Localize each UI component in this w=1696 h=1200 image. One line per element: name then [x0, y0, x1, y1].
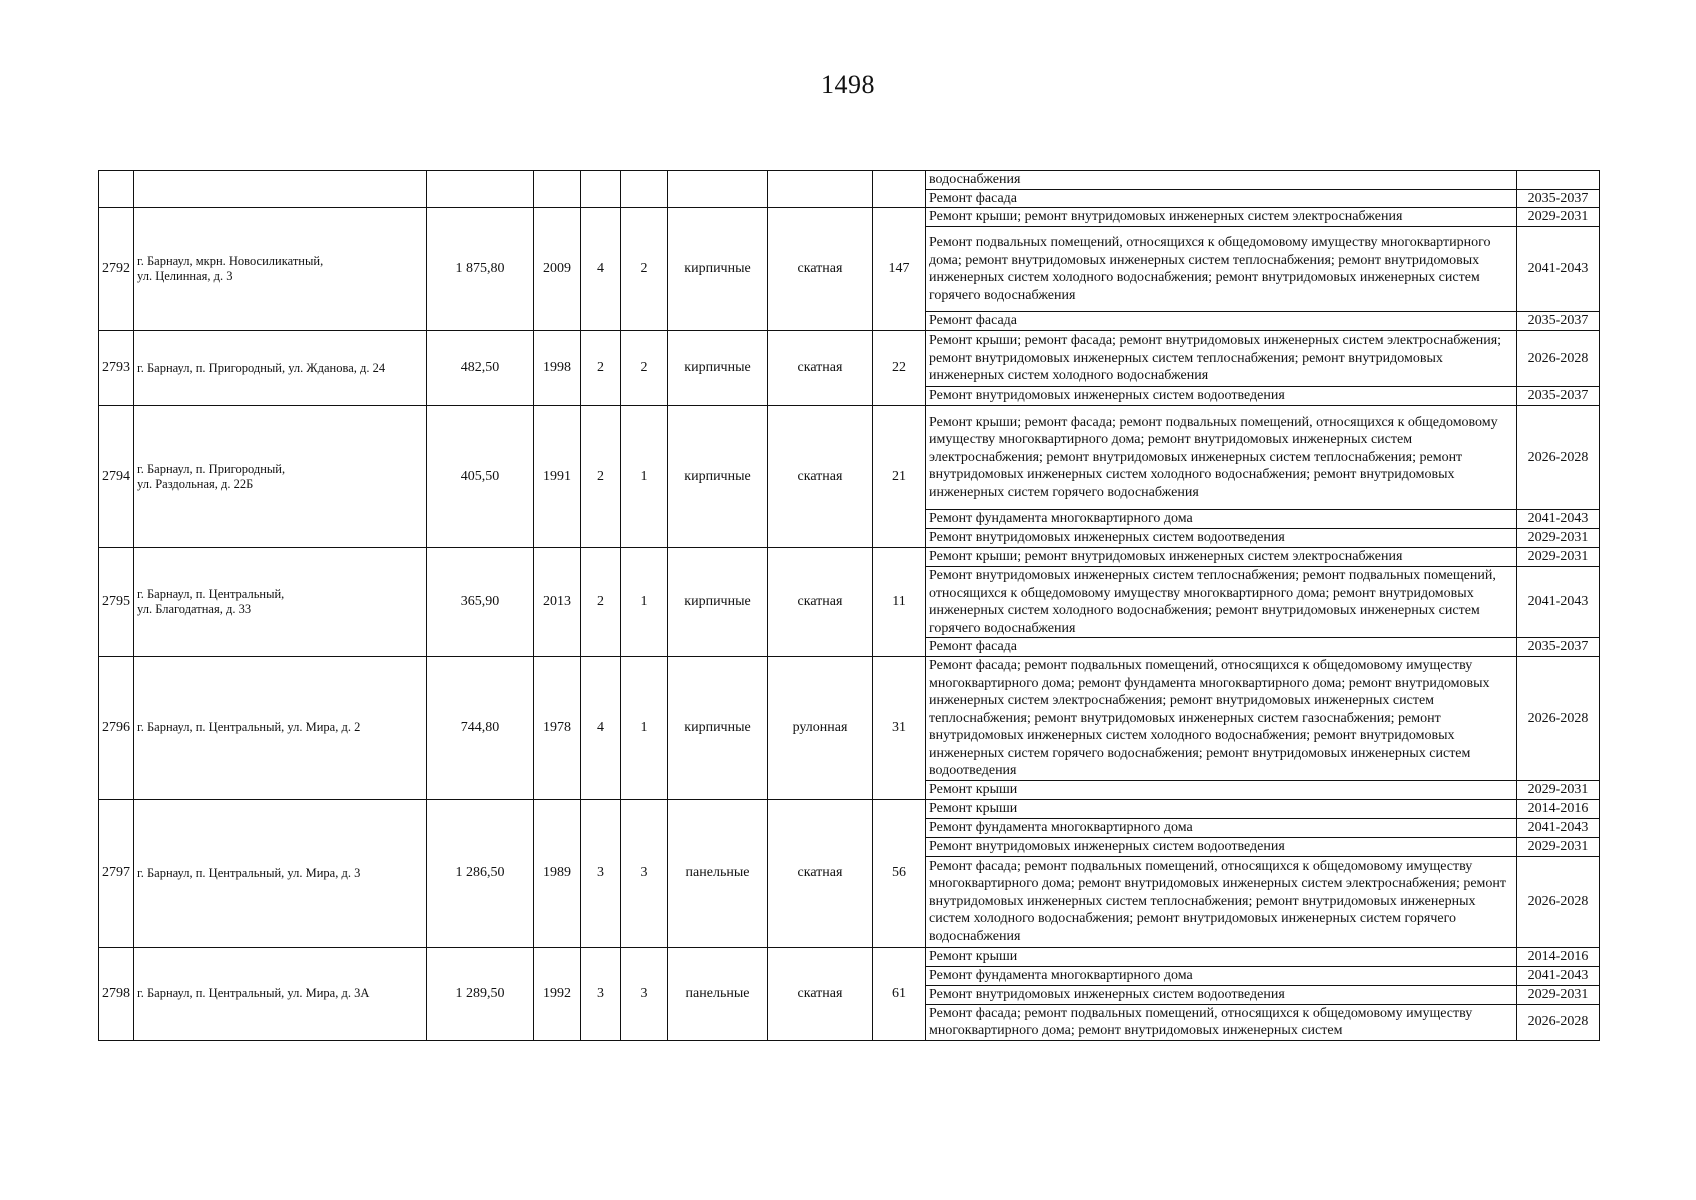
work-description: Ремонт крыши; ремонт фасада; ремонт внутридомовых инженерных систем электроснабжения; ремонт внутридомовых инженерных систем теплоснабжения; ремонт внутридомовых инженерных систем холодного водоснабжения — [926, 331, 1517, 387]
total-area: 1 289,50 — [427, 947, 534, 1040]
capital-repair-table — [98, 170, 1600, 1041]
commission-year: 1991 — [534, 406, 581, 548]
work-period: 2029-2031 — [1517, 529, 1600, 548]
building-address — [134, 406, 427, 548]
work-period: 2026-2028 — [1517, 856, 1600, 947]
page-number: 1498 — [821, 70, 875, 99]
table-row — [99, 947, 1600, 966]
building-address — [134, 947, 427, 1040]
floor-count: 4 — [581, 208, 621, 331]
address-line: г. Барнаул, п. Центральный, ул. Мира, д. 2 — [137, 720, 361, 735]
roof-type: скатная — [768, 406, 873, 548]
address-line: г. Барнаул, п. Центральный, — [137, 587, 285, 601]
address-line: г. Барнаул, п. Центральный, ул. Мира, д. 3 — [137, 865, 361, 880]
work-period: 2035-2037 — [1517, 189, 1600, 208]
building-number: 2797 — [99, 799, 134, 947]
work-period — [1517, 171, 1600, 190]
work-description: Ремонт крыши; ремонт фасада; ремонт подвальных помещений, относящихся к общедомовому имуществу многоквартирного дома; ремонт внутридомовых инженерных систем электроснабжения; ремонт внутридомовых инженерных систем теплоснабжения; ремонт внутридомовых инженерных систем холодного водоснабжения; ремонт внутридомовых инженерных систем горячего водоснабжения — [926, 406, 1517, 510]
empty-residents-cell — [873, 171, 926, 208]
work-period: 2026-2028 — [1517, 406, 1600, 510]
work-description: Ремонт фасада — [926, 189, 1517, 208]
empty-area-cell — [427, 171, 534, 208]
empty-floors-cell — [581, 171, 621, 208]
work-description: Ремонт крыши; ремонт внутридомовых инженерных систем электроснабжения — [926, 548, 1517, 567]
work-period: 2041-2043 — [1517, 510, 1600, 529]
wall-material: кирпичные — [668, 208, 768, 331]
building-address — [134, 657, 427, 800]
roof-type: скатная — [768, 799, 873, 947]
work-description: Ремонт фасада — [926, 638, 1517, 657]
total-area: 744,80 — [427, 657, 534, 800]
floor-count: 2 — [581, 331, 621, 406]
total-area: 1 875,80 — [427, 208, 534, 331]
wall-material: кирпичные — [668, 657, 768, 800]
work-description: Ремонт подвальных помещений, относящихся к общедомовому имуществу многоквартирного дома; ремонт внутридомовых инженерных систем теплоснабжения; ремонт внутридомовых инженерных систем холодного водоснабжения; ремонт внутридомовых инженерных систем горячего водоснабжения — [926, 227, 1517, 312]
empty-roof-cell — [768, 171, 873, 208]
commission-year: 2009 — [534, 208, 581, 331]
empty-year-cell — [534, 171, 581, 208]
wall-material: кирпичные — [668, 406, 768, 548]
commission-year: 1998 — [534, 331, 581, 406]
building-number: 2793 — [99, 331, 134, 406]
commission-year: 1989 — [534, 799, 581, 947]
work-description: Ремонт фасада; ремонт подвальных помещений, относящихся к общедомовому имуществу многоквартирного дома; ремонт фундамента многоквартирного дома; ремонт внутридомовых инженерных систем электроснабжения; ремонт внутридомовых инженерных систем теплоснабжения; ремонт внутридомовых инженерных систем газоснабжения; ремонт внутридомовых инженерных систем холодного водоснабжения; ремонт внутридомовых инженерных систем горячего водоснабжения; ремонт внутридомовых инженерных систем водоотведения — [926, 657, 1517, 781]
work-description: Ремонт фундамента многоквартирного дома — [926, 818, 1517, 837]
table-row — [99, 208, 1600, 227]
address-line: ул. Благодатная, д. 33 — [137, 602, 252, 616]
work-period: 2029-2031 — [1517, 208, 1600, 227]
address-line: г. Барнаул, п. Пригородный, ул. Жданова, д. 24 — [137, 360, 386, 375]
work-period: 2035-2037 — [1517, 312, 1600, 331]
work-period: 2029-2031 — [1517, 837, 1600, 856]
resident-count: 22 — [873, 331, 926, 406]
work-period: 2035-2037 — [1517, 387, 1600, 406]
carryover-row — [99, 171, 1600, 190]
total-area: 405,50 — [427, 406, 534, 548]
wall-material: кирпичные — [668, 548, 768, 657]
commission-year: 1992 — [534, 947, 581, 1040]
roof-type: рулонная — [768, 657, 873, 800]
work-period: 2029-2031 — [1517, 548, 1600, 567]
entrance-count: 3 — [621, 947, 668, 1040]
address-line: г. Барнаул, п. Пригородный, — [137, 461, 286, 476]
work-period: 2041-2043 — [1517, 966, 1600, 985]
table-row — [99, 657, 1600, 781]
resident-count: 21 — [873, 406, 926, 548]
building-number: 2794 — [99, 406, 134, 548]
address-line: г. Барнаул, п. Центральный, ул. Мира, д. 3А — [137, 986, 370, 1000]
wall-material: панельные — [668, 947, 768, 1040]
work-description: Ремонт внутридомовых инженерных систем водоотведения — [926, 837, 1517, 856]
wall-material: кирпичные — [668, 331, 768, 406]
table-row — [99, 799, 1600, 818]
resident-count: 56 — [873, 799, 926, 947]
work-description: Ремонт внутридомовых инженерных систем водоотведения — [926, 529, 1517, 548]
work-description: водоснабжения — [926, 171, 1517, 190]
empty-num-cell — [99, 171, 134, 208]
work-period: 2026-2028 — [1517, 331, 1600, 387]
empty-entrances-cell — [621, 171, 668, 208]
empty-address-cell — [134, 171, 427, 208]
table-row — [99, 406, 1600, 510]
work-period: 2014-2016 — [1517, 947, 1600, 966]
roof-type: скатная — [768, 548, 873, 657]
resident-count: 11 — [873, 548, 926, 657]
work-period: 2026-2028 — [1517, 657, 1600, 781]
work-description: Ремонт внутридомовых инженерных систем теплоснабжения; ремонт подвальных помещений, относящихся к общедомовому имуществу многоквартирного дома; ремонт внутридомовых инженерных систем холодного водоснабжения; ремонт внутридомовых инженерных систем горячего водоснабжения — [926, 567, 1517, 638]
building-number: 2795 — [99, 548, 134, 657]
entrance-count: 1 — [621, 548, 668, 657]
work-description: Ремонт крыши — [926, 799, 1517, 818]
total-area: 365,90 — [427, 548, 534, 657]
address-line: ул. Целинная, д. 3 — [137, 269, 233, 283]
work-description: Ремонт фасада — [926, 312, 1517, 331]
work-period: 2026-2028 — [1517, 1004, 1600, 1040]
building-number: 2792 — [99, 208, 134, 331]
roof-type: скатная — [768, 208, 873, 331]
roof-type: скатная — [768, 947, 873, 1040]
building-address — [134, 548, 427, 657]
building-number: 2796 — [99, 657, 134, 800]
building-address — [134, 799, 427, 947]
floor-count: 2 — [581, 548, 621, 657]
commission-year: 1978 — [534, 657, 581, 800]
work-period: 2041-2043 — [1517, 567, 1600, 638]
building-number: 2798 — [99, 947, 134, 1040]
work-description: Ремонт крыши — [926, 780, 1517, 799]
floor-count: 3 — [581, 799, 621, 947]
work-description: Ремонт внутридомовых инженерных систем водоотведения — [926, 387, 1517, 406]
entrance-count: 2 — [621, 208, 668, 331]
roof-type: скатная — [768, 331, 873, 406]
work-description: Ремонт фундамента многоквартирного дома — [926, 510, 1517, 529]
floor-count: 2 — [581, 406, 621, 548]
work-description: Ремонт крыши — [926, 947, 1517, 966]
address-line: ул. Раздольная, д. 22Б — [137, 476, 254, 491]
resident-count: 31 — [873, 657, 926, 800]
work-description: Ремонт фасада; ремонт подвальных помещений, относящихся к общедомовому имуществу многоквартирного дома; ремонт внутридомовых инженерных систем — [926, 1004, 1517, 1040]
table-row — [99, 331, 1600, 387]
entrance-count: 3 — [621, 799, 668, 947]
resident-count: 147 — [873, 208, 926, 331]
entrance-count: 1 — [621, 657, 668, 800]
address-line: г. Барнаул, мкрн. Новосиликатный, — [137, 254, 324, 268]
floor-count: 4 — [581, 657, 621, 800]
total-area: 482,50 — [427, 331, 534, 406]
work-period: 2041-2043 — [1517, 818, 1600, 837]
building-address — [134, 208, 427, 331]
entrance-count: 2 — [621, 331, 668, 406]
work-period: 2029-2031 — [1517, 780, 1600, 799]
total-area: 1 286,50 — [427, 799, 534, 947]
table-row — [99, 548, 1600, 567]
work-description: Ремонт фасада; ремонт подвальных помещений, относящихся к общедомовому имуществу многоквартирного дома; ремонт внутридомовых инженерных систем электроснабжения; ремонт внутридомовых инженерных систем теплоснабжения; ремонт внутридомовых инженерных систем холодного водоснабжения; ремонт внутридомовых инженерных систем горячего водоснабжения — [926, 856, 1517, 947]
work-period: 2029-2031 — [1517, 985, 1600, 1004]
work-description: Ремонт крыши; ремонт внутридомовых инженерных систем электроснабжения — [926, 208, 1517, 227]
commission-year: 2013 — [534, 548, 581, 657]
resident-count: 61 — [873, 947, 926, 1040]
empty-walls-cell — [668, 171, 768, 208]
work-description: Ремонт внутридомовых инженерных систем водоотведения — [926, 985, 1517, 1004]
work-period: 2014-2016 — [1517, 799, 1600, 818]
work-description: Ремонт фундамента многоквартирного дома — [926, 966, 1517, 985]
wall-material: панельные — [668, 799, 768, 947]
work-period: 2035-2037 — [1517, 638, 1600, 657]
entrance-count: 1 — [621, 406, 668, 548]
floor-count: 3 — [581, 947, 621, 1040]
work-period: 2041-2043 — [1517, 227, 1600, 312]
table-body — [99, 171, 1600, 1041]
building-address — [134, 331, 427, 406]
